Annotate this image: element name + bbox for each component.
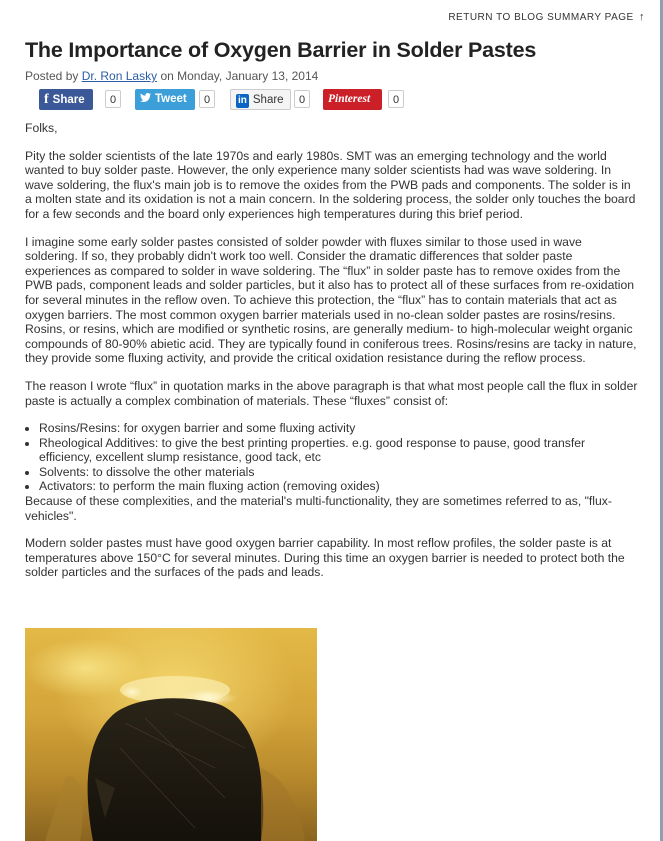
flux-components-list [25, 421, 638, 494]
author-link[interactable]: Dr. Ron Lasky [81, 69, 158, 83]
post-body [25, 121, 638, 593]
posted-by-label: Posted by [25, 69, 79, 83]
twitter-tweet-count: 0 [199, 90, 215, 108]
facebook-f-icon: f [44, 92, 49, 107]
facebook-share-button[interactable] [39, 89, 93, 110]
list-item: • Rosins/Resins: for oxygen barrier and some fluxing activity [39, 421, 638, 436]
greeting: Folks, [25, 121, 58, 135]
linkedin-share-button[interactable] [230, 89, 291, 110]
facebook-share-count: 0 [105, 90, 121, 108]
pinterest-icon: Pinterest [328, 93, 371, 105]
paragraph-4: Because of these complexities, and the material's multi-functionality, they are sometimes referred to as, "flux-vehicles". [25, 494, 612, 523]
list-item: • Solvents: to dissolve the other materials [39, 465, 638, 480]
paragraph-5: Modern solder pastes must have good oxygen barrier capability. In most reflow profiles, the solder paste is at temperatures above 150°C for several minutes. During this time an oxygen barrier is needed to protect both the solder particles and the surfaces of the pads and leads. [25, 536, 625, 580]
return-link-label[interactable]: RETURN TO BLOG SUMMARY PAGE [448, 12, 634, 23]
paragraph-3: The reason I wrote “flux” in quotation marks in the above paragraph is that what most people call the flux in solder paste is actually a complex combination of materials. These “fluxes” consist of: [25, 378, 638, 408]
paragraph-2: I imagine some early solder pastes consisted of solder powder with fluxes similar to those used in wave soldering. If so, they probably didn't work too well. Consider the dramatic differences that solder paste experiences as compared to solder in wave soldering. The “flux” in solder paste has to remove oxides from the PWB pads, component leads and solder particles, but it also has to protect all of these surfaces from re-oxidation for several minutes in the reflow oven. To achieve this protection, the “flux” has to contain materials that act as oxygen barriers. The most common oxygen barrier materials used in no-clean solder pastes are rosins/resins. Rosins, or resins, which are modified or synthetic rosins, are generally medium- to high-molecular weight organic compounds of 80-90% abietic acid. They are typically found in coniferous trees. Rosins/resins are tacky in nature, they provide some fluxing activity, and provide the critical oxidation resistance during the reflow process. [25, 234, 637, 366]
linkedin-in-icon: in [238, 95, 247, 106]
facebook-share-label: Share [52, 94, 85, 106]
twitter-bird-icon [140, 89, 151, 110]
return-to-blog-link[interactable] [448, 11, 645, 23]
paragraph-1: Pity the solder scientists of the late 1970s and early 1980s. SMT was an emerging technology and the world wanted to buy solder paste. However, the only experience many solder scientists had was wave soldering. In wave soldering, the flux's main job is to remove the oxides from the PWB pads and components. The solder is in a molten state and its oxidation is not a main concern. In the soldering process, the solder only touches the board for a few seconds and the board only experiences high temperatures during this brief period. [25, 148, 636, 221]
post-title: The Importance of Oxygen Barrier in Solder Pastes [25, 38, 537, 62]
twitter-tweet-button[interactable] [135, 89, 195, 110]
linkedin-share-label: Share [252, 94, 284, 106]
up-arrow-icon: ↑ [639, 11, 645, 23]
post-date: on Monday, January 13, 2014 [160, 69, 319, 83]
pinterest-pin-button[interactable] [323, 89, 382, 110]
list-item: • Rheological Additives: to give the best printing properties. e.g. good response to pause, good transfer efficiency, excellent slump resistance, good tack, etc [39, 436, 638, 465]
solder-joint-photo [25, 628, 317, 841]
post-byline [25, 69, 318, 83]
pinterest-pin-count: 0 [388, 90, 404, 108]
list-item: • Activators: to perform the main fluxing action (removing oxides) [39, 479, 638, 494]
twitter-tweet-label: Tweet [155, 93, 187, 105]
linkedin-share-count: 0 [294, 90, 310, 108]
